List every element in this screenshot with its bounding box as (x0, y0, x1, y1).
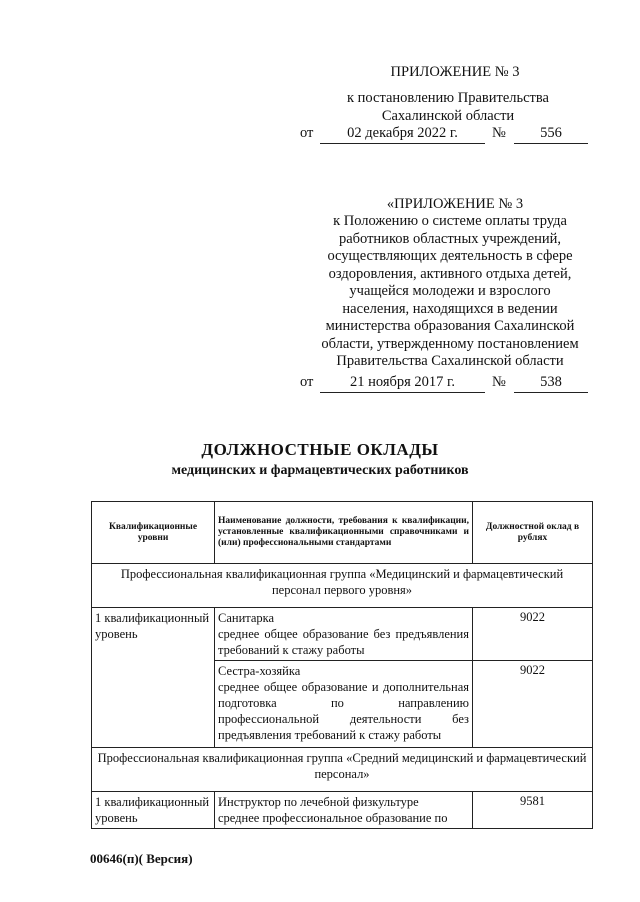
table-row (92, 608, 593, 661)
appendix-title: ПРИЛОЖЕНИЕ № 3 (390, 64, 520, 80)
appendix-title-2: «ПРИЛОЖЕНИЕ № 3 (386, 196, 524, 212)
level-cell: 1 квалификационный уровень (92, 608, 215, 748)
position-requirement: среднее общее образование без предъявления требований к стажу работы (218, 627, 469, 657)
header-position: Наименование должности, требования к квалификации, установленные квалификационными справочниками и (или) профессиональными стандартами (215, 502, 473, 564)
decree-date-2: 21 ноября 2017 г. (349, 374, 455, 390)
appendix-description-line: Правительства Сахалинской области (336, 353, 564, 369)
number-label-2: № (492, 374, 506, 390)
level-cell: 1 квалификационный уровень (92, 792, 215, 829)
decree-number-2: 538 (540, 374, 562, 390)
appendix-description-line: работников областных учреждений, (338, 230, 562, 247)
salary-cell: 9022 (473, 661, 593, 748)
position-name: Инструктор по лечебной физкультуре (218, 795, 419, 809)
date-underline (320, 143, 485, 144)
appendix-line-2: Сахалинской области (381, 108, 515, 124)
number-label: № (492, 125, 506, 141)
salary-cell: 9581 (473, 792, 593, 829)
position-requirement: среднее профессиональное образование по (218, 811, 448, 825)
position-cell (215, 792, 473, 829)
header-salary: Должностной оклад в рублях (473, 502, 593, 564)
document-subtitle: медицинских и фармацевтических работников (171, 463, 469, 478)
table-row (92, 748, 593, 792)
salary-table (91, 501, 593, 829)
number-underline (514, 143, 588, 144)
table-header-row (92, 502, 593, 564)
appendix-description-line: области, утвержденному постановлением (321, 335, 579, 352)
appendix-description-line: населения, находящихся в ведении (342, 300, 558, 317)
appendix-description-line: к Положению о системе оплаты труда (333, 213, 567, 229)
appendix-description-line: учащейся молодежи и взрослого (349, 283, 551, 299)
salary-cell: 9022 (473, 608, 593, 661)
group-row-1: Профессиональная квалификационная группа «Медицинский и фармацевтический персонал первого уровня» (92, 564, 593, 608)
group-row-2: Профессиональная квалификационная группа «Средний медицинский и фармацевтический персонал» (92, 748, 593, 792)
from-label-2: от (300, 374, 314, 390)
position-requirement: среднее общее образование и дополнительная подготовка по направлению профессиональной деятельности без предъявления требований к стажу работы (218, 680, 469, 742)
position-name: Санитарка (218, 611, 275, 625)
table-row (92, 564, 593, 608)
from-label: от (300, 125, 314, 141)
position-name: Сестра-хозяйка (218, 664, 301, 678)
number-underline-2 (514, 392, 588, 393)
document-footer-code: 00646(п)( Версия) (90, 851, 193, 866)
position-cell (215, 608, 473, 661)
appendix-description (310, 213, 590, 371)
appendix-description-line: осуществляющих деятельность в сфере (327, 248, 573, 264)
appendix-description-line: оздоровления, активного отдыха детей, (328, 265, 572, 282)
appendix-description-line: министерства образования Сахалинской (325, 318, 575, 334)
decree-number: 556 (540, 125, 562, 141)
decree-date: 02 декабря 2022 г. (347, 125, 458, 141)
table-row (92, 792, 593, 829)
appendix-line-1: к постановлению Правительства (347, 90, 549, 106)
date-underline-2 (320, 392, 485, 393)
header-levels: Квалификационные уровни (92, 502, 215, 564)
document-title: ДОЛЖНОСТНЫЕ ОКЛАДЫ (201, 440, 439, 459)
position-cell (215, 661, 473, 748)
